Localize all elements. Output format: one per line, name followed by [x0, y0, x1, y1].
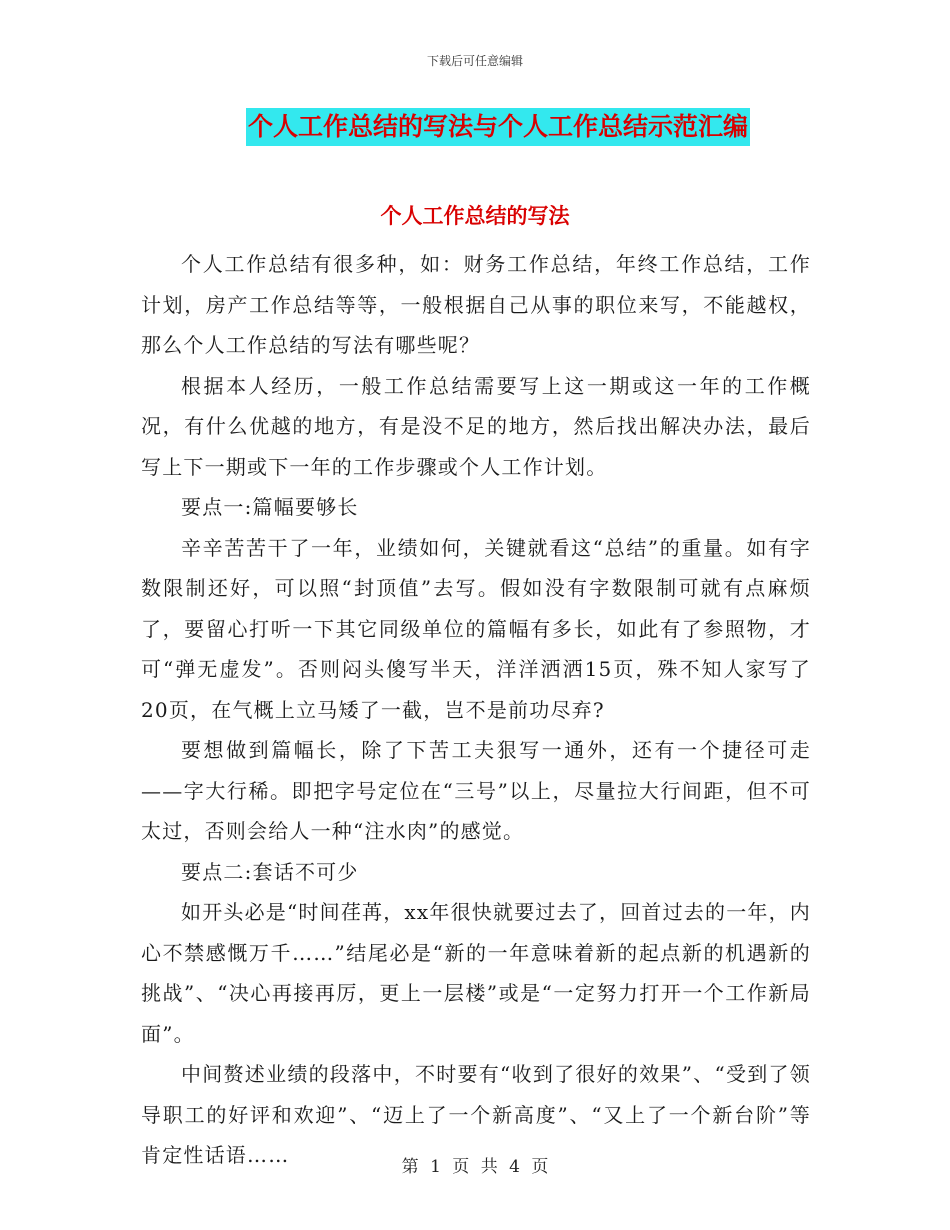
document-title [0, 108, 950, 146]
header-note: 下载后可任意编辑 [426, 54, 523, 68]
paragraph: 根据本人经历，一般工作总结需要写上这一期或这一年的工作概况，有什么优越的地方，有是没不足的地方，然后找出解决办法，最后写上下一期或下一年的工作步骤或个人工作计划。 [141, 373, 811, 479]
paragraph: 中间赘述业绩的段落中，不时要有“收到了很好的效果”、“受到了领导职工的好评和欢迎”、“迈上了一个新高度”、“又上了一个新台阶”等肯定性话语…… [141, 1062, 811, 1167]
document-body [141, 244, 811, 1176]
paragraph: 要想做到篇幅长，除了下苦工夫狠写一通外，还有一个捷径可走——字大行稀。即把字号定位在“三号”以上，尽量拉大行间距，但不可太过，否则会给人一种“注水肉”的感觉。 [141, 738, 811, 843]
page-number-footer: 第 1 页 共 4 页 [401, 1157, 549, 1177]
document-title-text: 个人工作总结的写法与个人工作总结示范汇编 [246, 108, 750, 146]
paragraph: 辛辛苦苦干了一年，业绩如何，关键就看这“总结”的重量。如有字数限制还好，可以照“封顶值”去写。假如没有字数限制可就有点麻烦了，要留心打听一下其它同级单位的篇幅有多长，如此有了参照物，才可“弹无虚发”。否则闷头傻写半天，洋洋洒洒15页，殊不知人家写了20页，在气概上立马矮了一截，岂不是前功尽弃? [141, 535, 811, 722]
section-title: 个人工作总结的写法 [380, 203, 570, 228]
paragraph: 如开头必是“时间荏苒，xx年很快就要过去了，回首过去的一年，内心不禁感慨万千……”结尾必是“新的一年意味着新的起点新的机遇新的挑战”、“决心再接再厉，更上一层楼”或是“一定努力打开一个工作新局面”。 [141, 900, 811, 1046]
paragraph: 个人工作总结有很多种，如：财务工作总结，年终工作总结，工作计划，房产工作总结等等，一般根据自己从事的职位来写，不能越权，那么个人工作总结的写法有哪些呢？ [141, 252, 811, 357]
point-heading: 要点二:套话不可少 [181, 859, 359, 884]
point-heading: 要点一:篇幅要够长 [181, 495, 359, 519]
